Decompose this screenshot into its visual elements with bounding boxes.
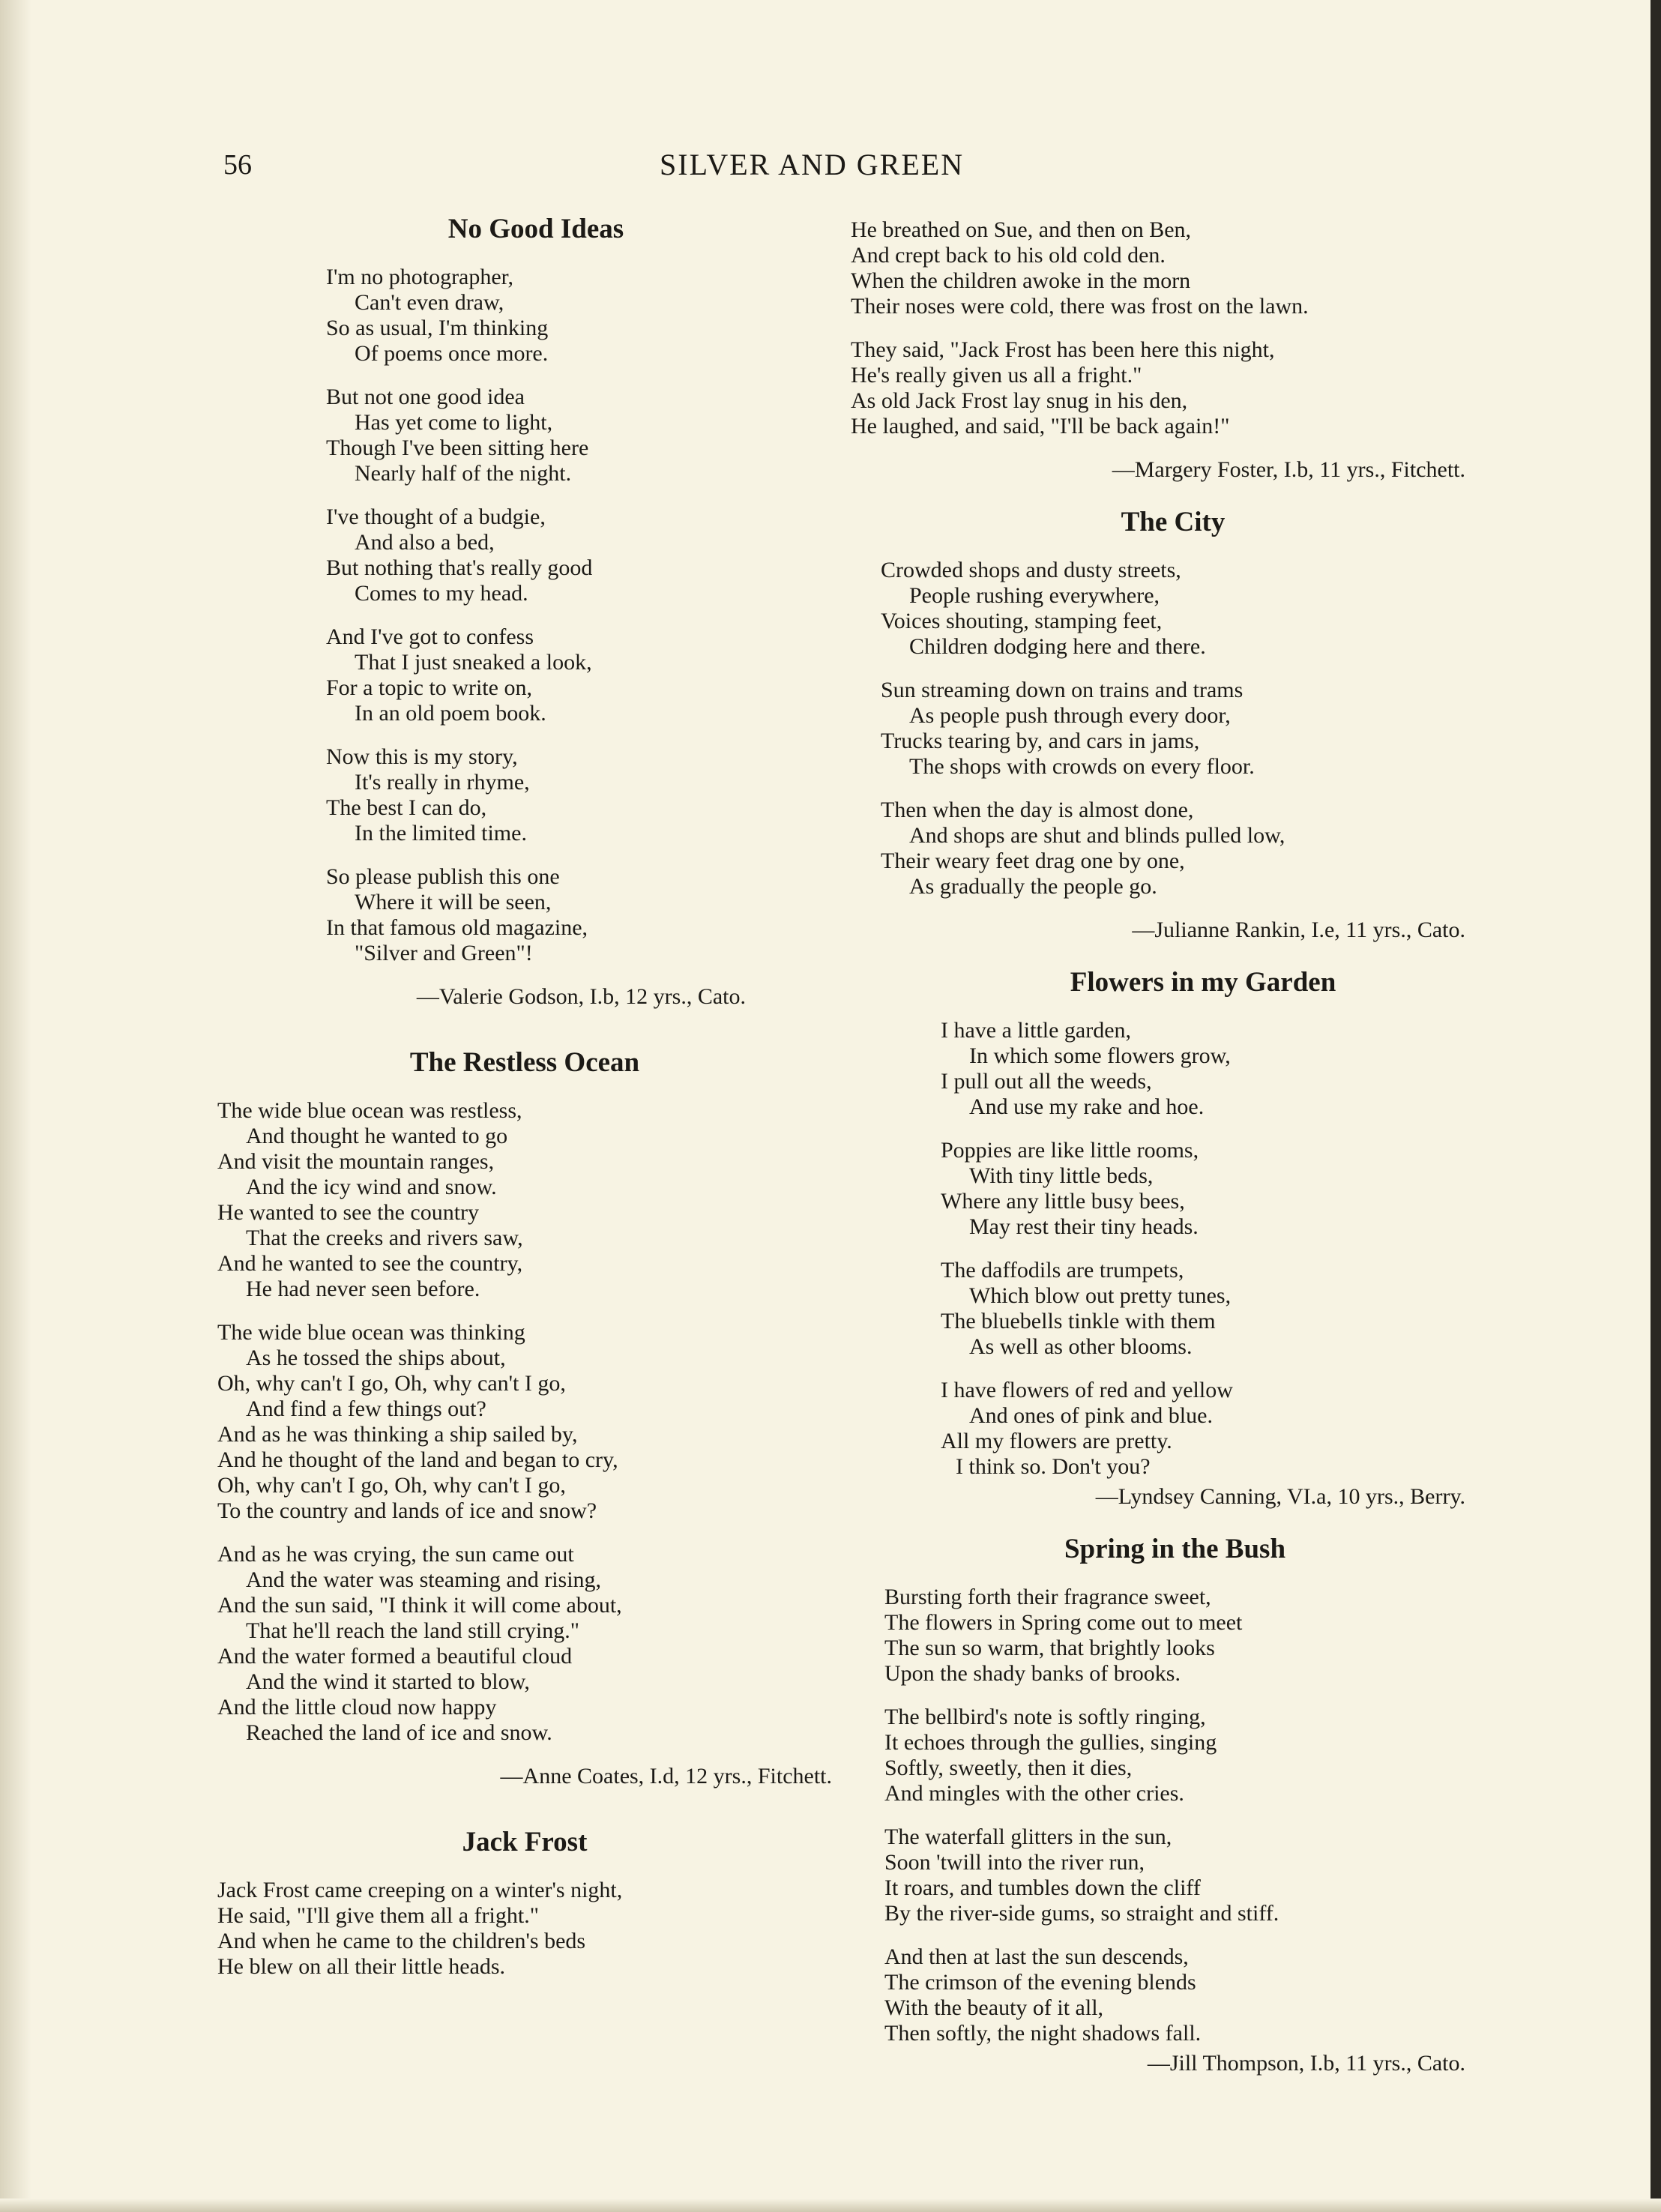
poem-line: I have flowers of red and yellow bbox=[941, 1378, 1233, 1402]
poem-line: In an old poem book. bbox=[355, 701, 546, 726]
poem-line: Reached the land of ice and snow. bbox=[246, 1720, 552, 1745]
stanza bbox=[851, 337, 1465, 439]
poem-line: Nearly half of the night. bbox=[355, 461, 572, 486]
poem-attribution: —Margery Foster, I.b, 11 yrs., Fitchett. bbox=[1112, 457, 1465, 482]
poem-attribution: —Jill Thompson, I.b, 11 yrs., Cato. bbox=[1147, 2051, 1465, 2076]
poem-restless-ocean bbox=[217, 1047, 832, 1789]
poem-line: Where it will be seen, bbox=[355, 890, 552, 914]
poem-title: Spring in the Bush bbox=[1064, 1534, 1286, 1564]
right-column bbox=[851, 217, 1465, 2100]
poem-line: And as he was thinking a ship sailed by, bbox=[217, 1422, 578, 1447]
poem-line: He breathed on Sue, and then on Ben, bbox=[851, 217, 1192, 242]
stanza bbox=[326, 385, 746, 486]
poem-line: He had never seen before. bbox=[246, 1277, 480, 1301]
stanza bbox=[884, 1585, 1465, 1687]
page-edge bbox=[1651, 0, 1661, 2212]
poem-line: But not one good idea bbox=[326, 385, 525, 409]
poem-line: And then at last the sun descends, bbox=[884, 1944, 1189, 1969]
poem-line: Then softly, the night shadows fall. bbox=[884, 2021, 1202, 2046]
left-column bbox=[217, 214, 832, 1998]
stanza bbox=[217, 1878, 832, 1980]
poem-line: Now this is my story, bbox=[326, 744, 518, 769]
poem-line: And use my rake and hoe. bbox=[969, 1094, 1205, 1119]
page-number: 56 bbox=[223, 149, 252, 181]
poem-line: I'm no photographer, bbox=[326, 265, 513, 289]
poem-line: Upon the shady banks of brooks. bbox=[884, 1661, 1181, 1686]
poem-line: The wide blue ocean was thinking bbox=[217, 1320, 525, 1345]
poem-line: But nothing that's really good bbox=[326, 555, 593, 580]
poem-line: And he thought of the land and began to cry, bbox=[217, 1447, 618, 1472]
poem-line: Crowded shops and dusty streets, bbox=[881, 558, 1181, 582]
poem-line: And find a few things out? bbox=[246, 1396, 486, 1421]
stanza bbox=[326, 265, 746, 367]
poem-line: Children dodging here and there. bbox=[909, 634, 1206, 659]
poem-line: The best I can do, bbox=[326, 795, 487, 820]
poem-line: And visit the mountain ranges, bbox=[217, 1149, 495, 1174]
stanza bbox=[326, 624, 746, 726]
poem-line: And thought he wanted to go bbox=[246, 1124, 508, 1148]
poem-line: And shops are shut and blinds pulled low, bbox=[909, 823, 1285, 848]
poem-line: Soon 'twill into the river run, bbox=[884, 1850, 1145, 1875]
poem-line: Where any little busy bees, bbox=[941, 1189, 1185, 1214]
poem-line: By the river-side gums, so straight and stiff. bbox=[884, 1901, 1279, 1926]
poem-line: And the water formed a beautiful cloud bbox=[217, 1644, 573, 1669]
poem-line: Oh, why can't I go, Oh, why can't I go, bbox=[217, 1371, 566, 1396]
poem-line: And the little cloud now happy bbox=[217, 1695, 497, 1720]
poem-line: With the beauty of it all, bbox=[884, 1995, 1104, 2020]
poem-line: And the wind it started to blow, bbox=[246, 1669, 530, 1694]
poem-line: Bursting forth their fragrance sweet, bbox=[884, 1585, 1211, 1609]
poem-title: No Good Ideas bbox=[447, 214, 624, 244]
poem-jack-frost-continued bbox=[851, 217, 1465, 483]
poem-attribution: —Anne Coates, I.d, 12 yrs., Fitchett. bbox=[500, 1764, 832, 1788]
poem-line: Trucks tearing by, and cars in jams, bbox=[881, 729, 1200, 753]
poem-line: Jack Frost came creeping on a winter's night, bbox=[217, 1878, 623, 1902]
poem-line: The shops with crowds on every floor. bbox=[909, 754, 1255, 779]
poem-line: With tiny little beds, bbox=[969, 1163, 1154, 1188]
poem-line: May rest their tiny heads. bbox=[969, 1214, 1199, 1239]
poem-line: I've thought of a budgie, bbox=[326, 504, 546, 529]
poem-line: For a topic to write on, bbox=[326, 675, 532, 700]
poem-line: Sun streaming down on trains and trams bbox=[881, 678, 1244, 702]
poem-spring-in-the-bush bbox=[851, 1534, 1465, 2046]
poem-line: Voices shouting, stamping feet, bbox=[881, 609, 1163, 633]
poem-line: As people push through every door, bbox=[909, 703, 1231, 728]
poem-line: And the water was steaming and rising, bbox=[246, 1567, 602, 1592]
poem-attribution: —Valerie Godson, I.b, 12 yrs., Cato. bbox=[416, 984, 746, 1009]
running-head: SILVER AND GREEN bbox=[660, 148, 965, 181]
poem-attribution: —Lyndsey Canning, VI.a, 10 yrs., Berry. bbox=[1095, 1484, 1465, 1509]
poem-line: When the children awoke in the morn bbox=[851, 268, 1191, 293]
poem-line: The bellbird's note is softly ringing, bbox=[884, 1705, 1206, 1729]
page-gutter-shadow bbox=[0, 0, 31, 2212]
poem-line: And when he came to the children's beds bbox=[217, 1929, 586, 1953]
poem-line: Then when the day is almost done, bbox=[881, 798, 1194, 822]
page-bottom-edge bbox=[0, 2199, 1661, 2212]
poem-line: "Silver and Green"! bbox=[355, 941, 533, 965]
poem-line: Comes to my head. bbox=[355, 581, 528, 606]
stanza bbox=[941, 1258, 1465, 1360]
stanza bbox=[884, 1824, 1465, 1926]
stanza bbox=[941, 1378, 1465, 1480]
stanza bbox=[217, 1320, 832, 1524]
poem-line: All my flowers are pretty. bbox=[941, 1429, 1172, 1453]
poem-line: That I just sneaked a look, bbox=[355, 650, 592, 675]
poem-line: The waterfall glitters in the sun, bbox=[884, 1824, 1172, 1849]
poem-line: Of poems once more. bbox=[355, 341, 549, 366]
stanza bbox=[217, 1542, 832, 1746]
poem-no-good-ideas bbox=[217, 214, 746, 1010]
stanza bbox=[217, 1098, 832, 1302]
poem-line: As well as other blooms. bbox=[969, 1334, 1193, 1359]
poem-line: I think so. Don't you? bbox=[956, 1454, 1151, 1479]
poem-line: It echoes through the gullies, singing bbox=[884, 1730, 1217, 1755]
poem-line: So as usual, I'm thinking bbox=[326, 316, 549, 340]
poem-line: As old Jack Frost lay snug in his den, bbox=[851, 388, 1188, 413]
poem-line: So please publish this one bbox=[326, 864, 560, 889]
poem-line: As he tossed the ships about, bbox=[246, 1345, 506, 1370]
poem-line: Their noses were cold, there was frost on the lawn. bbox=[851, 294, 1309, 319]
poem-the-city bbox=[851, 507, 1465, 943]
poem-line: Oh, why can't I go, Oh, why can't I go, bbox=[217, 1473, 566, 1498]
poem-line: He laughed, and said, "I'll be back again!" bbox=[851, 414, 1230, 439]
poem-title: The City bbox=[1121, 507, 1226, 537]
poem-line: And also a bed, bbox=[355, 530, 495, 555]
stanza bbox=[881, 798, 1465, 899]
stanza bbox=[884, 1705, 1465, 1806]
poem-line: He said, "I'll give them all a fright." bbox=[217, 1903, 539, 1928]
poem-line: The daffodils are trumpets, bbox=[941, 1258, 1184, 1283]
poem-line: Can't even draw, bbox=[355, 290, 504, 315]
poem-line: And the sun said, "I think it will come about, bbox=[217, 1593, 622, 1618]
poem-line: Has yet come to light, bbox=[355, 410, 553, 435]
poem-title: The Restless Ocean bbox=[409, 1047, 640, 1078]
poem-line: And the icy wind and snow. bbox=[246, 1175, 497, 1199]
poem-line: He wanted to see the country bbox=[217, 1200, 480, 1225]
poem-jack-frost bbox=[217, 1827, 832, 1980]
poem-line: That the creeks and rivers saw, bbox=[246, 1226, 523, 1250]
poem-flowers-in-my-garden bbox=[851, 967, 1465, 1480]
poem-line: In which some flowers grow, bbox=[969, 1043, 1231, 1068]
poem-line: And he wanted to see the country, bbox=[217, 1251, 523, 1276]
poem-line: The sun so warm, that brightly looks bbox=[884, 1636, 1215, 1660]
poem-title: Jack Frost bbox=[462, 1827, 588, 1857]
poem-line: Though I've been sitting here bbox=[326, 436, 589, 460]
poem-line: It's really in rhyme, bbox=[355, 770, 530, 795]
poem-line: He's really given us all a fright." bbox=[851, 363, 1142, 388]
stanza bbox=[884, 1944, 1465, 2046]
poem-line: The bluebells tinkle with them bbox=[941, 1309, 1216, 1333]
poem-line: That he'll reach the land still crying." bbox=[246, 1618, 580, 1643]
poem-line: I pull out all the weeds, bbox=[941, 1069, 1152, 1094]
stanza bbox=[851, 217, 1465, 319]
poem-line: It roars, and tumbles down the cliff bbox=[884, 1875, 1201, 1900]
stanza bbox=[881, 558, 1465, 660]
poem-line: I have a little garden, bbox=[941, 1018, 1132, 1043]
poem-line: To the country and lands of ice and snow? bbox=[217, 1498, 597, 1523]
poem-line: People rushing everywhere, bbox=[909, 583, 1160, 608]
poem-line: And I've got to confess bbox=[326, 624, 534, 649]
poem-line: As gradually the people go. bbox=[909, 874, 1157, 899]
poem-line: In that famous old magazine, bbox=[326, 915, 588, 940]
stanza bbox=[326, 864, 746, 966]
poem-line: In the limited time. bbox=[355, 821, 527, 846]
poem-line: Which blow out pretty tunes, bbox=[969, 1283, 1232, 1308]
poem-line: The crimson of the evening blends bbox=[884, 1970, 1196, 1995]
stanza bbox=[881, 678, 1465, 780]
poem-line: They said, "Jack Frost has been here this night, bbox=[851, 337, 1275, 362]
poem-line: And ones of pink and blue. bbox=[969, 1403, 1213, 1428]
poem-line: And as he was crying, the sun came out bbox=[217, 1542, 574, 1567]
stanza bbox=[941, 1018, 1465, 1120]
stanza bbox=[941, 1138, 1465, 1240]
poem-title: Flowers in my Garden bbox=[1070, 967, 1336, 998]
poem-line: The wide blue ocean was restless, bbox=[217, 1098, 522, 1123]
poem-line: And mingles with the other cries. bbox=[884, 1781, 1184, 1806]
poem-line: Poppies are like little rooms, bbox=[941, 1138, 1199, 1163]
poem-line: And crept back to his old cold den. bbox=[851, 243, 1166, 268]
poem-line: Their weary feet drag one by one, bbox=[881, 849, 1185, 873]
stanza bbox=[326, 504, 746, 606]
poem-line: The flowers in Spring come out to meet bbox=[884, 1610, 1243, 1635]
stanza bbox=[326, 744, 746, 846]
poem-attribution: —Julianne Rankin, I.e, 11 yrs., Cato. bbox=[1132, 917, 1465, 942]
poem-line: Softly, sweetly, then it dies, bbox=[884, 1756, 1133, 1780]
poem-line: He blew on all their little heads. bbox=[217, 1954, 506, 1979]
